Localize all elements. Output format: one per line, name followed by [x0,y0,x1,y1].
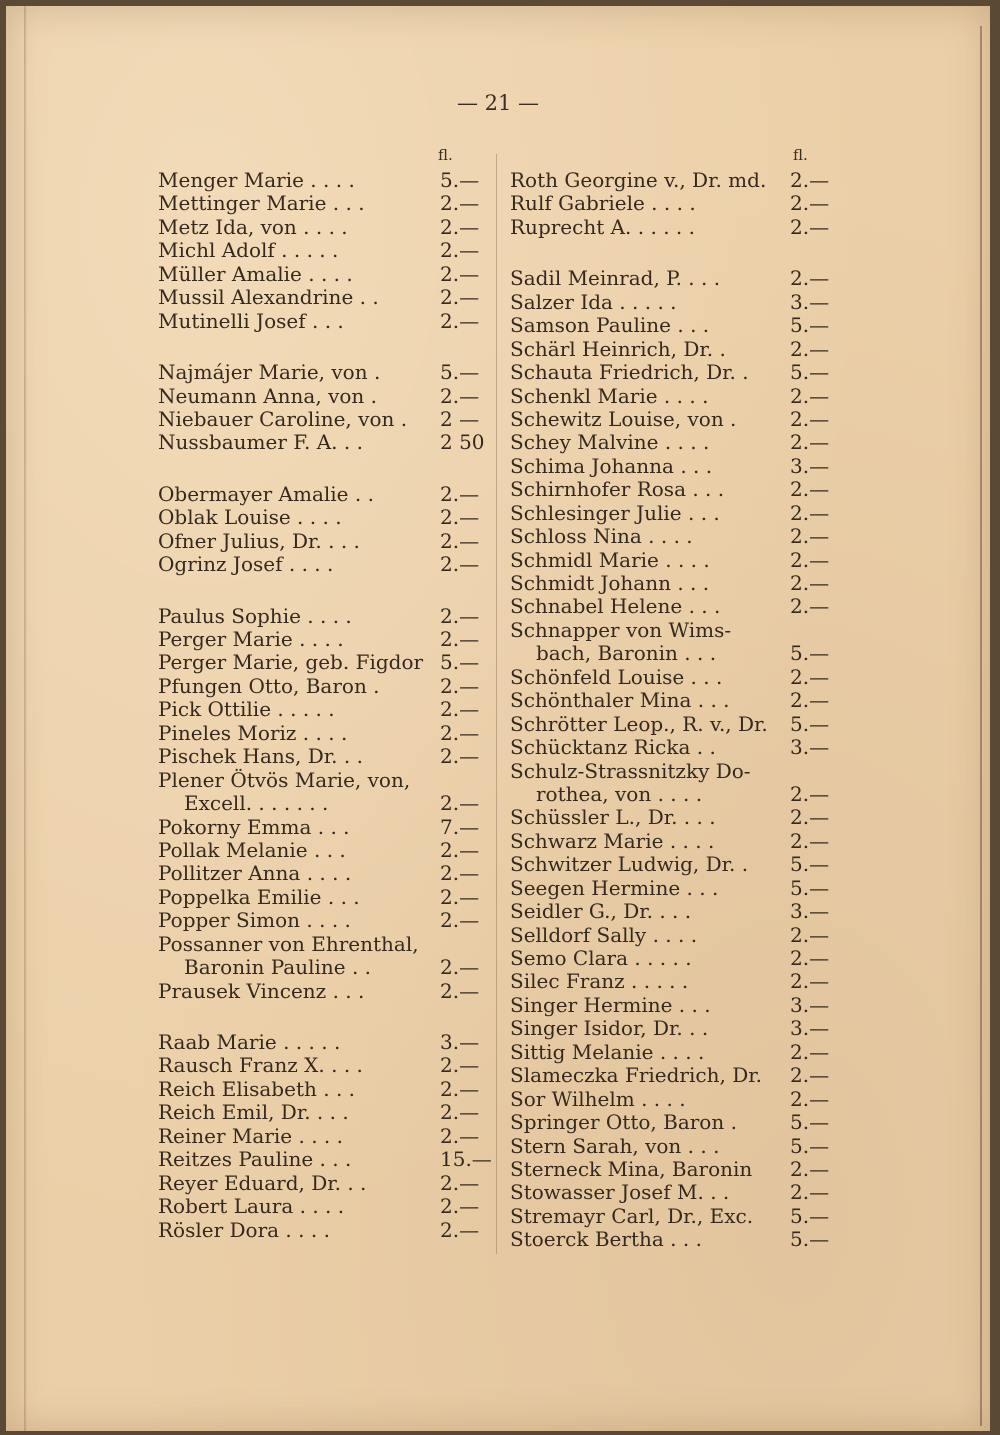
donor-name: Pineles Moriz . . . . [158,720,348,745]
list-item [510,502,855,525]
donor-name: Slameczka Friedrich, Dr. [510,1063,762,1088]
list-item [158,169,492,192]
list-item [510,666,855,689]
list-item [158,605,492,628]
list-item [158,980,492,1003]
donor-name: Ogrinz Josef . . . . [158,552,334,577]
list-item [510,642,855,665]
list-item [510,455,855,478]
list-item [510,1064,855,1087]
donation-amount: 2.— [440,908,480,933]
donation-amount: 3.— [790,453,830,478]
donor-name: rothea, von . . . . [536,781,703,806]
unit-header-left: fl. [438,146,453,164]
donor-name: Menger Marie . . . . [158,168,355,192]
page-fold-shadow [24,6,27,1431]
donor-name: Reich Emil, Dr. . . . [158,1100,349,1125]
donor-name: Sor Wilhelm . . . . [510,1086,686,1111]
donation-amount: 5.— [790,360,830,385]
list-item [510,1017,855,1040]
donation-amount: 5.— [790,313,830,338]
donor-name: Robert Laura . . . . [158,1194,345,1219]
donation-amount: 2.— [440,261,480,286]
list-item [510,549,855,572]
donation-amount: 2.— [790,524,830,549]
donation-amount: 5.— [790,711,830,736]
donation-amount: 2.— [440,552,480,577]
donor-name: Seegen Hermine . . . [510,875,719,900]
donor-name: Schulz-Strassnitzky Do- [510,758,751,783]
donor-name: Selldorf Sally . . . . [510,922,698,947]
donor-name: Schlesinger Julie . . . [510,500,720,525]
list-item [158,286,492,309]
donor-name: Semo Clara . . . . . [510,946,692,970]
donor-name: Schauta Friedrich, Dr. . [510,360,749,385]
donor-name: Perger Marie, geb. Figdor [158,650,424,675]
list-item [158,956,492,979]
donor-name: Oblak Louise . . . . [158,505,342,530]
donor-name: Niebauer Caroline, von . [158,406,408,431]
page-edge [980,26,982,1426]
donation-amount: 5.— [790,1203,830,1228]
donation-amount: 2.— [790,430,830,455]
donation-amount: 2.— [790,500,830,525]
letter-group-spacer [158,577,492,605]
list-item [510,1135,855,1158]
donor-name: Schmidt Johann . . . [510,571,710,595]
list-item [158,1219,492,1242]
donation-amount: 3.— [790,289,830,314]
donor-name: Nussbaumer F. A. . . [158,430,363,455]
donor-name: Schmidl Marie . . . . [510,547,710,572]
donor-name: Singer Hermine . . . [510,992,711,1017]
donation-amount: 2.— [440,791,480,816]
donor-name: Schey Malvine . . . . [510,430,710,455]
donation-amount: 5.— [790,1110,830,1135]
list-item [158,1125,492,1148]
donation-amount: 2.— [790,805,830,830]
list-item [158,745,492,768]
list-item [510,1158,855,1181]
donation-amount: 2.— [790,594,830,619]
list-item [510,572,855,595]
donation-amount: 3.— [440,1030,480,1054]
list-item [510,806,855,829]
donation-amount: 5.— [440,650,480,675]
donation-amount: 2.— [440,308,480,333]
list-item [158,816,492,839]
donor-name: Najmájer Marie, von . [158,360,381,385]
list-item [510,314,855,337]
donation-amount: 5.— [790,1227,830,1252]
donation-amount: 2.— [790,1156,830,1181]
list-item [510,970,855,993]
donation-amount: 2.— [790,1039,830,1064]
donation-amount: 2.— [790,406,830,431]
donor-name: Schima Johanna . . . [510,453,713,478]
donor-name: Stremayr Carl, Dr., Exc. [510,1203,754,1228]
donation-amount: 2.— [440,238,480,263]
donation-amount: 2.— [790,191,830,216]
donor-name: Schnabel Helene . . . [510,594,721,619]
donation-amount: 2.— [790,688,830,713]
donor-name: Plener Ötvös Marie, von, [158,767,411,792]
right-column-list [510,169,855,1252]
donor-name: Neumann Anna, von . [158,383,378,408]
donation-amount: 2 — [440,406,480,431]
donation-amount: 3.— [790,735,830,760]
page-number: — 21 — [456,91,540,115]
donation-amount: 2.— [790,1063,830,1088]
donor-name: Michl Adolf . . . . . [158,238,339,263]
list-item [510,595,855,618]
donation-amount: 2.— [440,383,480,408]
list-item [510,877,855,900]
donor-name: Reyer Eduard, Dr. . . [158,1170,367,1195]
donor-name: Reiner Marie . . . . [158,1123,343,1148]
list-item [158,1148,492,1171]
donation-amount: 3.— [790,992,830,1017]
donor-name: Schücktanz Ricka . . [510,735,716,760]
donation-amount: 5.— [790,875,830,900]
donation-amount: 2.— [790,336,830,361]
list-item [158,239,492,262]
donation-amount: 2.— [790,781,830,806]
list-item [158,769,492,792]
donation-amount: 2.— [440,481,480,506]
donor-name: Mussil Alexandrine . . [158,285,379,310]
list-item [158,1078,492,1101]
donor-name: Pollitzer Anna . . . . [158,861,352,886]
letter-group-spacer [158,455,492,483]
donor-name: Stern Sarah, von . . . [510,1133,720,1158]
list-item [510,830,855,853]
donor-name: Reitzes Pauline . . . [158,1147,352,1172]
donor-name: Popper Simon . . . . [158,908,351,933]
column-divider [496,154,497,1254]
donation-amount: 2.— [440,528,480,553]
list-item [510,619,855,642]
left-column-list [158,169,492,1242]
list-item [158,216,492,239]
donor-name: Schrötter Leop., R. v., Dr. [510,711,768,736]
list-item [158,1172,492,1195]
list-item [510,291,855,314]
donor-name: Reich Elisabeth . . . [158,1076,356,1101]
donor-name: Sadil Meinrad, P. . . . [510,266,721,291]
donor-name: Perger Marie . . . . [158,627,344,651]
donor-name: Mettinger Marie . . . [158,191,365,216]
donor-name: Raab Marie . . . . . [158,1030,341,1054]
list-item [158,1195,492,1218]
donor-name: Rösler Dora . . . . [158,1217,330,1242]
donation-amount: 2.— [440,955,480,980]
donation-amount: 2.— [790,477,830,502]
list-item [510,1088,855,1111]
donation-amount: 2.— [790,1180,830,1205]
list-item [158,553,492,576]
donation-amount: 2.— [790,946,830,970]
donation-amount: 2.— [440,627,480,651]
list-item [158,530,492,553]
donor-name: Schenkl Marie . . . . [510,383,709,408]
donation-amount: 2.— [440,191,480,216]
list-item [510,267,855,290]
list-item [510,924,855,947]
book-page [6,6,990,1431]
donor-name: Schewitz Louise, von . [510,406,737,431]
list-item [158,1031,492,1054]
donation-amount: 2.— [790,969,830,994]
donation-amount: 2 50 [440,430,485,455]
list-item [158,506,492,529]
donation-amount: 2.— [440,744,480,769]
donor-name: Schönfeld Louise . . . [510,664,723,689]
donation-amount: 2.— [790,828,830,853]
donation-amount: 2.— [790,571,830,595]
donation-amount: 2.— [790,664,830,689]
list-item [510,1205,855,1228]
list-item [158,385,492,408]
donation-amount: 2.— [790,922,830,947]
list-item [510,478,855,501]
donor-name: Schirnhofer Rosa . . . [510,477,725,502]
donor-name: Excell. . . . . . . [184,791,329,816]
list-item [158,698,492,721]
donation-amount: 2.— [440,720,480,745]
donation-amount: 5.— [790,641,830,666]
list-item [510,1041,855,1064]
list-item [158,431,492,454]
list-item [158,933,492,956]
list-item [158,651,492,674]
donor-name: Singer Isidor, Dr. . . [510,1016,709,1041]
donation-amount: 2.— [440,214,480,239]
donor-name: Silec Franz . . . . . [510,969,689,994]
donation-amount: 5.— [440,360,480,385]
list-item [510,216,855,239]
list-item [510,994,855,1017]
donor-name: Baronin Pauline . . [184,955,372,980]
donor-name: Ruprecht A. . . . . . [510,214,695,239]
donor-name: Possanner von Ehrenthal, [158,931,419,956]
list-item [510,1181,855,1204]
list-item [510,760,855,783]
list-item [158,408,492,431]
donation-amount: 2.— [790,383,830,408]
donor-name: Schwarz Marie . . . . [510,828,715,853]
list-item [510,1111,855,1134]
donor-name: Stowasser Josef M. . . [510,1180,730,1205]
list-item [158,1101,492,1124]
donor-name: Samson Pauline . . . [510,313,710,338]
list-item [510,169,855,192]
letter-group-spacer [510,239,855,267]
donation-amount: 2.— [440,1217,480,1242]
list-item [158,263,492,286]
list-item [158,675,492,698]
letter-group-spacer [158,1003,492,1031]
donation-amount: 2.— [440,673,480,698]
donor-name: Schärl Heinrich, Dr. . [510,336,726,361]
donor-name: Mutinelli Josef . . . [158,308,344,333]
donation-amount: 2.— [440,837,480,862]
list-item [158,839,492,862]
list-item [158,628,492,651]
donation-amount: 2.— [440,861,480,886]
list-item [510,361,855,384]
donor-name: Springer Otto, Baron . [510,1110,737,1135]
list-item [510,713,855,736]
list-item [158,1054,492,1077]
donor-name: Rulf Gabriele . . . . [510,191,696,216]
donation-amount: 3.— [790,899,830,924]
list-item [510,192,855,215]
list-item [510,853,855,876]
list-item [158,361,492,384]
list-item [510,1228,855,1251]
donation-amount: 5.— [790,1133,830,1158]
list-item [158,483,492,506]
list-item [158,310,492,333]
donor-name: Poppelka Emilie . . . [158,884,360,909]
donor-name: Schloss Nina . . . . [510,524,693,549]
unit-header-right: fl. [793,146,808,164]
list-item [510,736,855,759]
donor-name: Pfungen Otto, Baron . [158,673,380,698]
list-item [158,192,492,215]
donation-amount: 2.— [440,1053,480,1078]
donation-amount: 2.— [790,1086,830,1111]
donor-name: Metz Ida, von . . . . [158,214,348,239]
donor-name: Obermayer Amalie . . [158,481,374,506]
donation-amount: 2.— [440,1194,480,1219]
donor-name: Salzer Ida . . . . . [510,289,677,314]
donation-amount: 2.— [440,603,480,628]
donation-amount: 2.— [790,168,830,192]
donation-amount: 2.— [440,1123,480,1148]
donation-amount: 2.— [790,214,830,239]
list-item [510,385,855,408]
donation-amount: 15.— [440,1147,492,1172]
list-item [510,689,855,712]
list-item [158,792,492,815]
donor-name: bach, Baronin . . . [536,641,717,666]
list-item [510,947,855,970]
donor-name: Müller Amalie . . . . [158,261,353,286]
donation-amount: 2.— [440,1100,480,1125]
donation-amount: 5.— [790,852,830,877]
donation-amount: 2.— [440,505,480,530]
donor-name: Schnapper von Wims- [510,617,732,642]
donor-name: Paulus Sophie . . . . [158,603,352,628]
donation-amount: 2.— [440,697,480,722]
donor-name: Pischek Hans, Dr. . . [158,744,363,769]
donation-amount: 2.— [790,547,830,572]
donor-name: Rausch Franz X. . . . [158,1053,363,1078]
donor-name: Schwitzer Ludwig, Dr. . [510,852,749,877]
donation-amount: 2.— [440,884,480,909]
donation-amount: 2.— [440,978,480,1003]
donor-name: Pollak Melanie . . . [158,837,346,862]
donation-amount: 2.— [440,285,480,310]
donor-name: Prausek Vincenz . . . [158,978,365,1003]
list-item [510,900,855,923]
donor-name: Sittig Melanie . . . . [510,1039,705,1064]
list-item [510,338,855,361]
list-item [510,431,855,454]
donation-amount: 5.— [440,168,480,192]
donation-amount: 2.— [440,1170,480,1195]
donor-name: Schönthaler Mina . . . [510,688,730,713]
donor-name: Roth Georgine v., Dr. md. [510,168,767,192]
list-item [158,909,492,932]
donation-amount: 2.— [790,266,830,291]
list-item [510,783,855,806]
list-item [158,722,492,745]
list-item [158,886,492,909]
list-item [158,862,492,885]
donor-name: Pokorny Emma . . . [158,814,350,839]
donor-name: Ofner Julius, Dr. . . . [158,528,360,553]
donation-amount: 7.— [440,814,480,839]
donor-name: Schüssler L., Dr. . . . [510,805,716,830]
donor-name: Pick Ottilie . . . . . [158,697,335,722]
donation-amount: 2.— [440,1076,480,1101]
list-item [510,525,855,548]
list-item [510,408,855,431]
donor-name: Sterneck Mina, Baronin [510,1156,753,1181]
donation-amount: 3.— [790,1016,830,1041]
donor-name: Stoerck Bertha . . . [510,1227,702,1252]
donor-name: Seidler G., Dr. . . . [510,899,692,924]
letter-group-spacer [158,333,492,361]
